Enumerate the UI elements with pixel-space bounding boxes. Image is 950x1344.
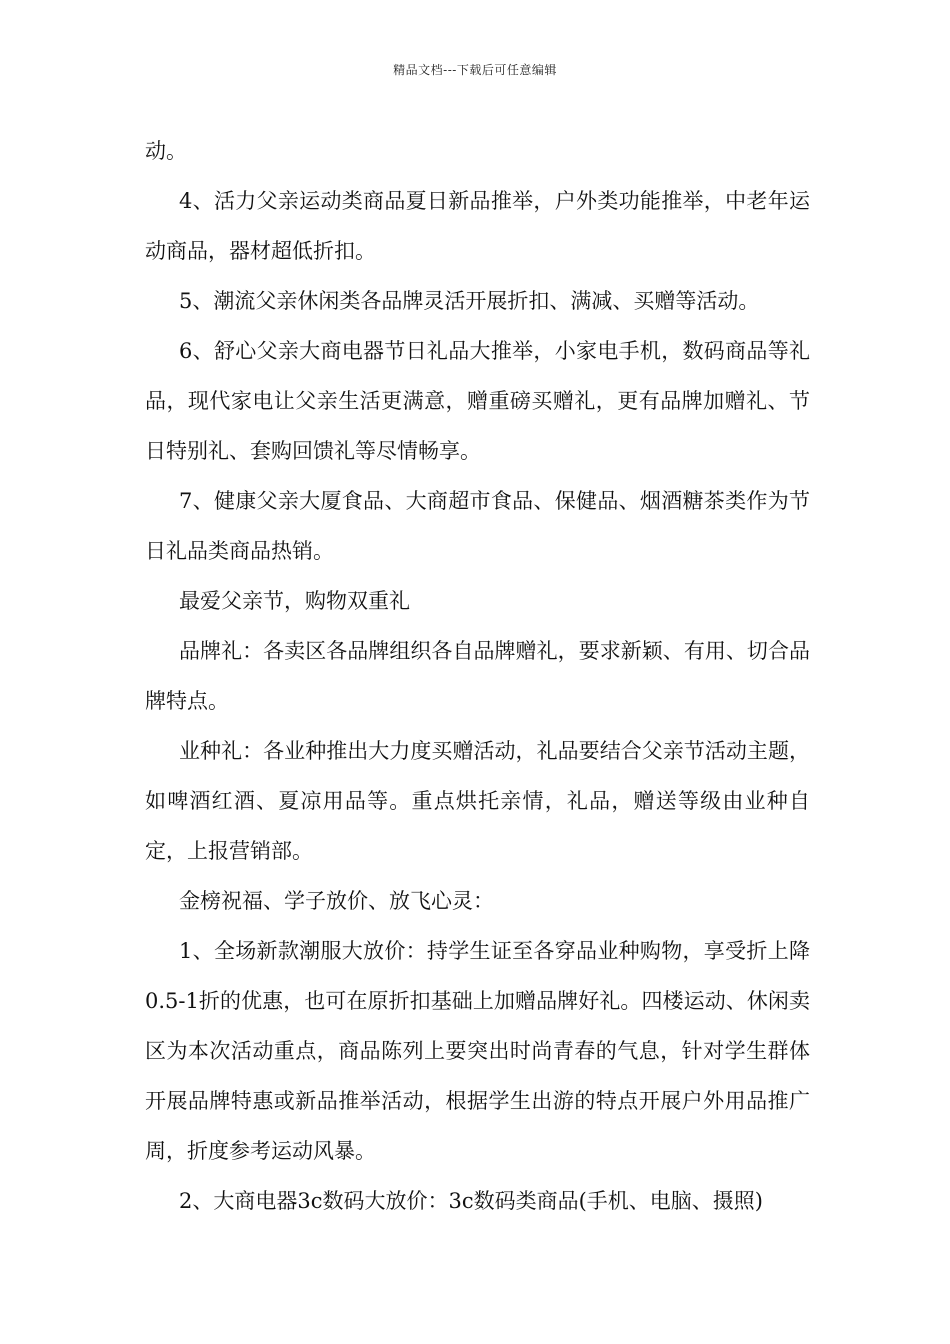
page-header: 精品文档---下载后可任意编辑 [393, 63, 557, 77]
paragraph-student-item-2: 2、大商电器3c数码大放价：3c数码类商品(手机、电脑、摄照) [179, 1189, 763, 1213]
paragraph-category-gift: 业种礼：各业种推出大力度买赠活动，礼品要结合父亲节活动主题，如啤酒红酒、夏凉用品等。重点烘托亲情，礼品，赠送等级由业种自定，上报营销部。 [145, 739, 810, 863]
document-body [145, 126, 810, 1226]
paragraph-item-4: 4、活力父亲运动类商品夏日新品推举，户外类功能推举，中老年运动商品，器材超低折扣。 [145, 189, 810, 263]
paragraph-brand-gift: 品牌礼：各卖区各品牌组织各自品牌赠礼，要求新颖、有用、切合品牌特点。 [145, 639, 810, 713]
paragraph-student-item-1: 1、全场新款潮服大放价：持学生证至各穿品业种购物，享受折上降0.5-1折的优惠，也可在原折扣基础上加赠品牌好礼。四楼运动、休闲卖区为本次活动重点，商品陈列上要突出时尚青春的气息，针对学生群体开展品牌特惠或新品推举活动，根据学生出游的特点开展户外用品推广周，折度参考运动风暴。 [145, 939, 810, 1163]
paragraph-continuation: 动。 [145, 139, 187, 163]
section-heading-student-sale: 金榜祝福、学子放价、放飞心灵： [179, 889, 494, 913]
paragraph-item-7: 7、健康父亲大厦食品、大商超市食品、保健品、烟酒糖茶类作为节日礼品类商品热销。 [145, 489, 810, 563]
paragraph-item-6: 6、舒心父亲大商电器节日礼品大推举，小家电手机，数码商品等礼品，现代家电让父亲生活更满意，赠重磅买赠礼，更有品牌加赠礼、节日特别礼、套购回馈礼等尽情畅享。 [145, 339, 810, 463]
paragraph-item-5: 5、潮流父亲休闲类各品牌灵活开展折扣、满减、买赠等活动。 [179, 289, 760, 313]
section-heading-double-gift: 最爱父亲节，购物双重礼 [179, 589, 410, 613]
